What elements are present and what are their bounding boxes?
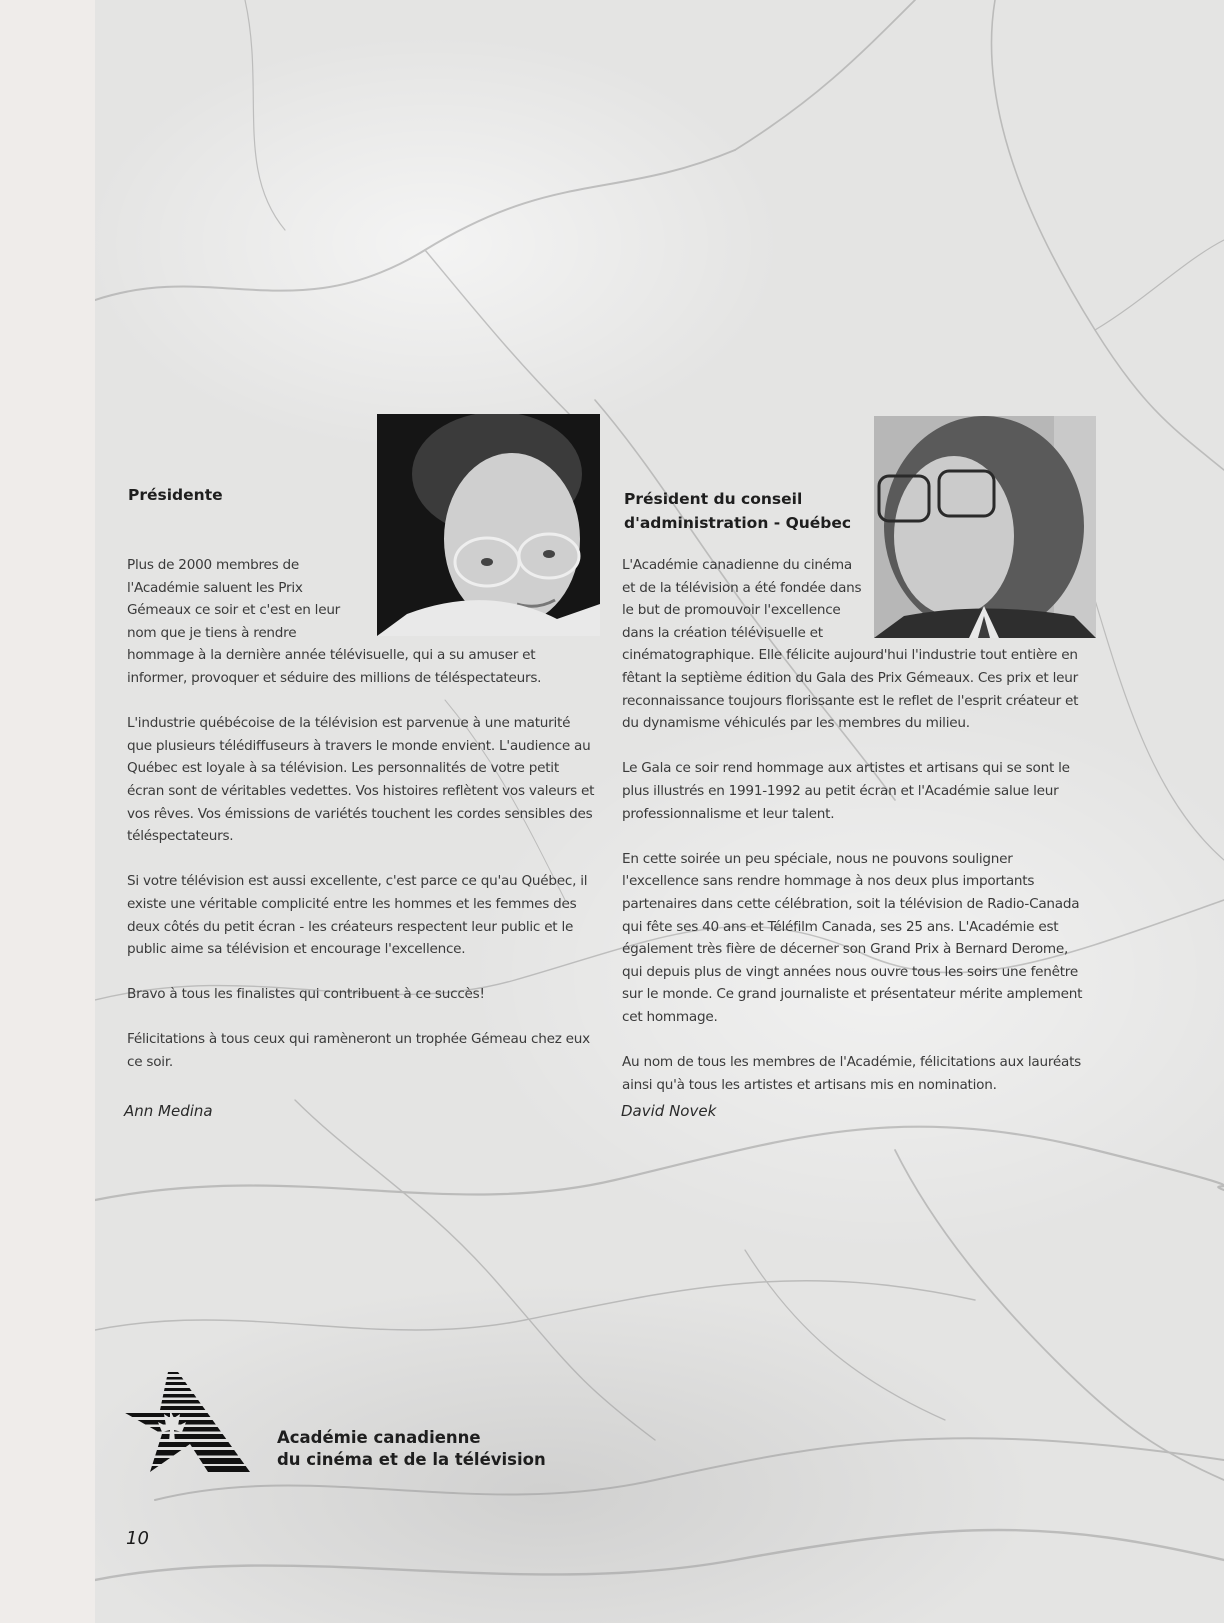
chairman-heading [624, 487, 851, 535]
right-intro-lines [622, 554, 1092, 644]
paragraph: cinématographique. Elle félicite aujourd'hui l'industrie tout entière en fêtant la septième édition du Gala des Prix Gémeaux. Ces prix et leur reconnaissance toujours florissante est le reflet de l'esprit créateur et du dynamisme véhiculés par les membres du milieu. [622, 647, 1079, 732]
left-intro-lines [127, 554, 597, 644]
intro-line: dans la création télévisuelle et [622, 624, 823, 641]
chairman-heading-line2: d'administration - Québec [624, 514, 852, 532]
intro-line: nom que je tiens à rendre [127, 624, 297, 641]
paragraph: Bravo à tous les finalistes qui contribuent à ce succès! [127, 986, 485, 1003]
academy-name-line2: du cinéma et de la télévision [277, 1450, 546, 1469]
president-heading: Présidente [128, 486, 223, 504]
signature-ann-medina: Ann Medina [124, 1102, 213, 1120]
intro-line: Gémeaux ce soir et c'est en leur [127, 602, 341, 619]
intro-line: l'Académie saluent les Prix [127, 579, 303, 596]
intro-line: et de la télévision a été fondée dans [622, 579, 862, 596]
left-column-text [127, 554, 597, 1096]
intro-line: L'Académie canadienne du cinéma [622, 557, 852, 573]
intro-line: Plus de 2000 membres de [127, 557, 299, 573]
paragraph: hommage à la dernière année télévisuelle, qui a su amuser et informer, provoquer et séduire des millions de téléspectateurs. [127, 647, 542, 686]
right-column-text [622, 554, 1092, 1119]
academy-logo [120, 1372, 260, 1472]
paragraph: Félicitations à tous ceux qui ramèneront un trophée Gémeau chez eux ce soir. [127, 1031, 590, 1071]
paragraph: L'industrie québécoise de la télévision est parvenue à une maturité que plusieurs télédiffuseurs à travers le monde envient. L'audience au Québec est loyale à sa télévision. Les personnalités de votre petit écran sont de véritables vedettes. Vos histoires reflètent vos valeurs et vos rêves. Vos émissions de variétés touchent les cordes sensibles des téléspectateurs. [127, 715, 595, 845]
academy-name [277, 1427, 546, 1471]
signature-david-novek: David Novek [621, 1102, 717, 1120]
paragraph: Le Gala ce soir rend hommage aux artistes et artisans qui se sont le plus illustrés en 1991-1992 au petit écran et l'Académie salue leur professionnalisme et leur talent. [622, 760, 1070, 822]
paragraph: Si votre télévision est aussi excellente, c'est parce ce qu'au Québec, il existe une véritable complicité entre les hommes et les femmes des deux côtés du petit écran - les créateurs respectent leur public et le public aime sa télévision et encourage l'excellence. [127, 873, 588, 958]
academy-star-a-icon [120, 1372, 260, 1472]
paragraph: En cette soirée un peu spéciale, nous ne pouvons souligner l'excellence sans rendre hommage à nos deux plus importants partenaires dans cette célébration, soit la télévision de Radio-Canada qui fête ses 40 ans et Téléfilm Canada, ses 25 ans. L'Académie est également très fière de décerner son Grand Prix à Bernard Derome, qui depuis plus de vingt années nous ouvre tous les soirs une fenêtre sur le monde. Ce grand journaliste et présentateur mérite amplement cet hommage. [622, 850, 1083, 1025]
paragraph: Au nom de tous les membres de l'Académie, félicitations aux lauréats ainsi qu'à tous les artistes et artisans mis en nomination. [622, 1054, 1081, 1093]
intro-line: le but de promouvoir l'excellence [622, 602, 841, 619]
academy-name-line1: Académie canadienne [277, 1428, 481, 1447]
page-number: 10 [126, 1528, 149, 1549]
chairman-heading-line1: Président du conseil [624, 490, 803, 508]
